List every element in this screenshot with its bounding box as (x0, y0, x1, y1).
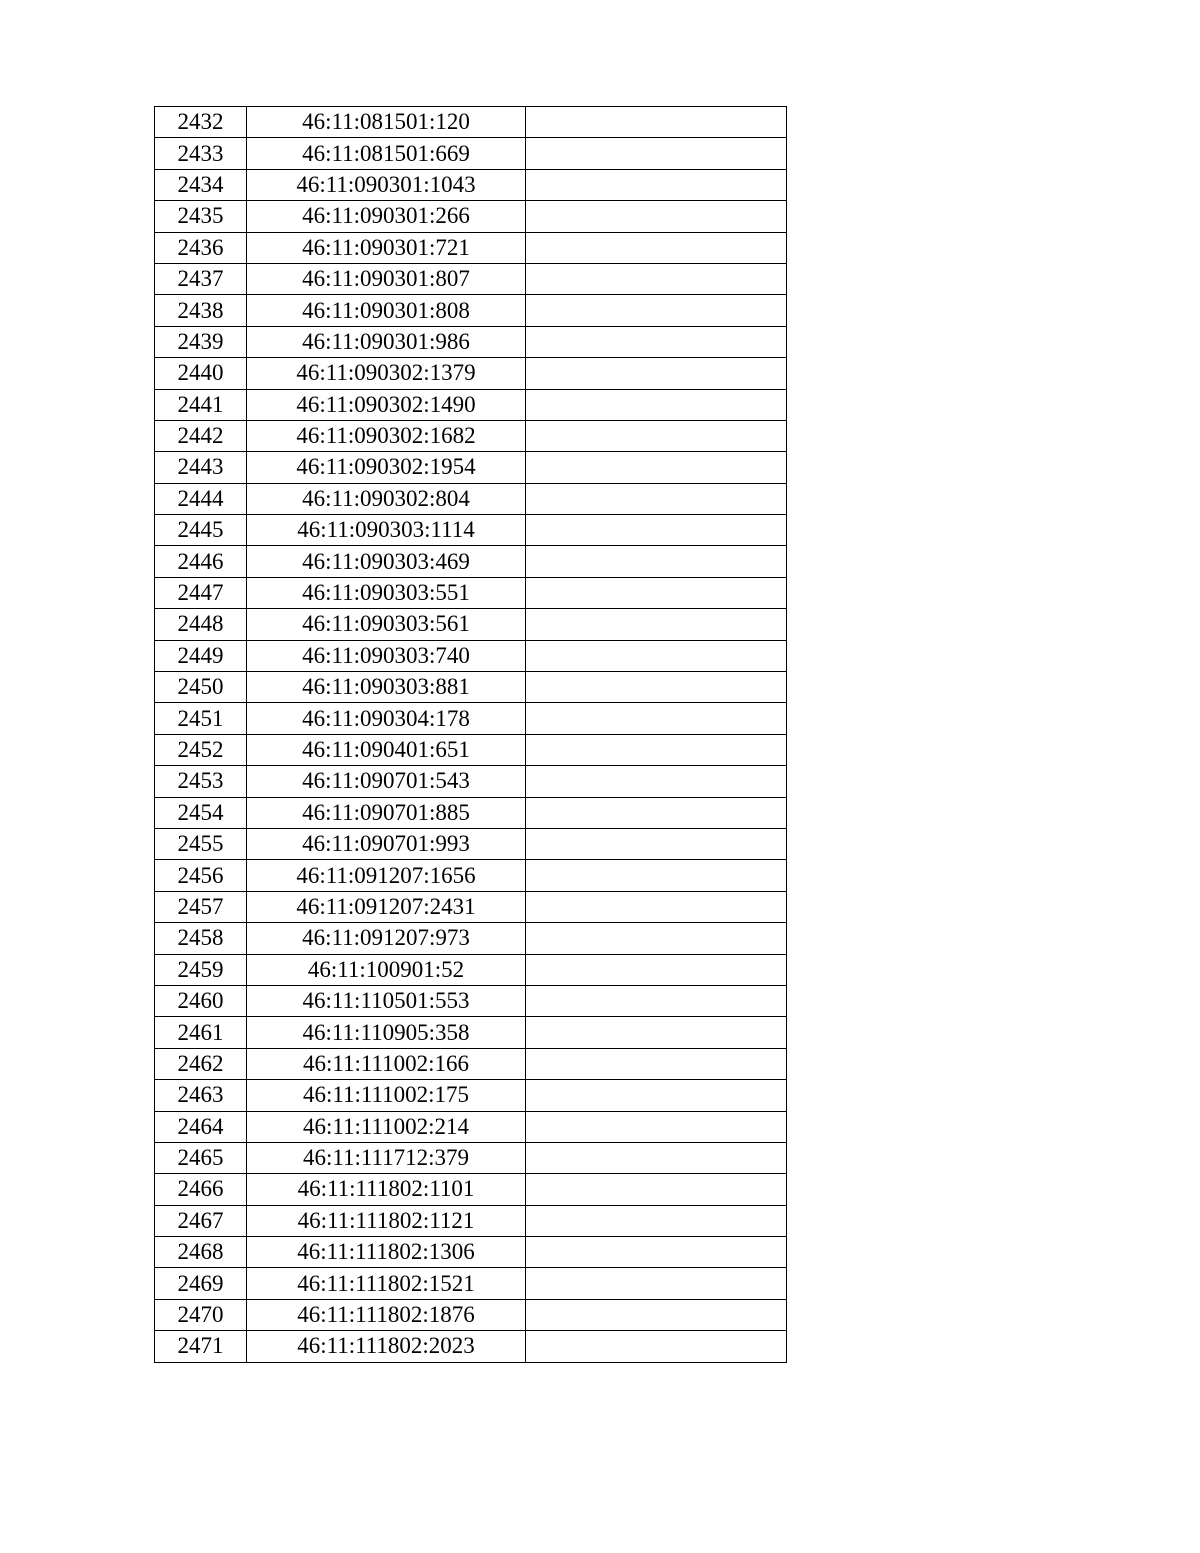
cadastral-number-cell: 46:11:111712:379 (247, 1142, 526, 1173)
cadastral-number-cell: 46:11:090301:266 (247, 201, 526, 232)
table-row (155, 358, 787, 389)
row-number-cell: 2465 (155, 1142, 247, 1173)
empty-cell (526, 389, 787, 420)
table-row (155, 138, 787, 169)
row-number-cell: 2458 (155, 923, 247, 954)
row-number-cell: 2461 (155, 1017, 247, 1048)
empty-cell (526, 860, 787, 891)
row-number-cell: 2455 (155, 828, 247, 859)
table-row (155, 766, 787, 797)
table-row (155, 1111, 787, 1142)
empty-cell (526, 954, 787, 985)
cadastral-number-cell: 46:11:090701:993 (247, 828, 526, 859)
table-row (155, 201, 787, 232)
empty-cell (526, 1331, 787, 1362)
empty-cell (526, 828, 787, 859)
empty-cell (526, 263, 787, 294)
empty-cell (526, 201, 787, 232)
table-row (155, 577, 787, 608)
empty-cell (526, 483, 787, 514)
empty-cell (526, 609, 787, 640)
table-row (155, 1048, 787, 1079)
row-number-cell: 2446 (155, 546, 247, 577)
cadastral-number-cell: 46:11:081501:669 (247, 138, 526, 169)
table-row (155, 515, 787, 546)
cadastral-number-cell: 46:11:111002:166 (247, 1048, 526, 1079)
empty-cell (526, 515, 787, 546)
cadastral-number-cell: 46:11:090301:721 (247, 232, 526, 263)
table-row (155, 891, 787, 922)
cadastral-number-cell: 46:11:110905:358 (247, 1017, 526, 1048)
row-number-cell: 2439 (155, 326, 247, 357)
empty-cell (526, 1237, 787, 1268)
table-row (155, 420, 787, 451)
table-row (155, 797, 787, 828)
cadastral-number-cell: 46:11:090303:561 (247, 609, 526, 640)
empty-cell (526, 1111, 787, 1142)
empty-cell (526, 232, 787, 263)
cadastral-number-cell: 46:11:090303:881 (247, 672, 526, 703)
row-number-cell: 2433 (155, 138, 247, 169)
cadastral-number-cell: 46:11:090304:178 (247, 703, 526, 734)
cadastral-number-cell: 46:11:111802:1101 (247, 1174, 526, 1205)
row-number-cell: 2435 (155, 201, 247, 232)
table-row (155, 672, 787, 703)
table-row (155, 734, 787, 765)
cadastral-number-cell: 46:11:091207:1656 (247, 860, 526, 891)
row-number-cell: 2448 (155, 609, 247, 640)
empty-cell (526, 891, 787, 922)
table-row (155, 295, 787, 326)
empty-cell (526, 703, 787, 734)
cadastral-number-cell: 46:11:090303:740 (247, 640, 526, 671)
empty-cell (526, 295, 787, 326)
empty-cell (526, 1142, 787, 1173)
row-number-cell: 2450 (155, 672, 247, 703)
empty-cell (526, 577, 787, 608)
cadastral-table (154, 106, 787, 1363)
table-row (155, 1017, 787, 1048)
table-row (155, 985, 787, 1016)
cadastral-number-cell: 46:11:090301:986 (247, 326, 526, 357)
row-number-cell: 2444 (155, 483, 247, 514)
row-number-cell: 2451 (155, 703, 247, 734)
cadastral-number-cell: 46:11:111802:1121 (247, 1205, 526, 1236)
table-row (155, 546, 787, 577)
row-number-cell: 2437 (155, 263, 247, 294)
cadastral-number-cell: 46:11:090303:1114 (247, 515, 526, 546)
row-number-cell: 2449 (155, 640, 247, 671)
cadastral-number-cell: 46:11:090401:651 (247, 734, 526, 765)
table-row (155, 1142, 787, 1173)
cadastral-number-cell: 46:11:090302:1490 (247, 389, 526, 420)
cadastral-number-cell: 46:11:111802:1306 (247, 1237, 526, 1268)
cadastral-number-cell: 46:11:090302:804 (247, 483, 526, 514)
empty-cell (526, 1017, 787, 1048)
table-body (155, 107, 787, 1363)
row-number-cell: 2442 (155, 420, 247, 451)
cadastral-number-cell: 46:11:090301:808 (247, 295, 526, 326)
table-row (155, 954, 787, 985)
row-number-cell: 2453 (155, 766, 247, 797)
cadastral-number-cell: 46:11:090302:1682 (247, 420, 526, 451)
table-row (155, 609, 787, 640)
table-row (155, 1237, 787, 1268)
empty-cell (526, 452, 787, 483)
row-number-cell: 2440 (155, 358, 247, 389)
row-number-cell: 2470 (155, 1299, 247, 1330)
cadastral-number-cell: 46:11:111802:1876 (247, 1299, 526, 1330)
table-row (155, 923, 787, 954)
cadastral-number-cell: 46:11:090701:885 (247, 797, 526, 828)
empty-cell (526, 358, 787, 389)
table-row (155, 1205, 787, 1236)
empty-cell (526, 326, 787, 357)
cadastral-number-cell: 46:11:091207:973 (247, 923, 526, 954)
empty-cell (526, 923, 787, 954)
table-row (155, 1268, 787, 1299)
empty-cell (526, 420, 787, 451)
table-row (155, 860, 787, 891)
row-number-cell: 2443 (155, 452, 247, 483)
empty-cell (526, 138, 787, 169)
row-number-cell: 2434 (155, 169, 247, 200)
row-number-cell: 2454 (155, 797, 247, 828)
table-row (155, 703, 787, 734)
cadastral-number-cell: 46:11:111802:1521 (247, 1268, 526, 1299)
row-number-cell: 2441 (155, 389, 247, 420)
row-number-cell: 2463 (155, 1080, 247, 1111)
row-number-cell: 2452 (155, 734, 247, 765)
row-number-cell: 2436 (155, 232, 247, 263)
row-number-cell: 2445 (155, 515, 247, 546)
cadastral-number-cell: 46:11:090303:469 (247, 546, 526, 577)
empty-cell (526, 985, 787, 1016)
table-row (155, 1080, 787, 1111)
row-number-cell: 2460 (155, 985, 247, 1016)
cadastral-number-cell: 46:11:111002:214 (247, 1111, 526, 1142)
empty-cell (526, 546, 787, 577)
row-number-cell: 2462 (155, 1048, 247, 1079)
empty-cell (526, 640, 787, 671)
cadastral-number-cell: 46:11:111802:2023 (247, 1331, 526, 1362)
empty-cell (526, 1205, 787, 1236)
table-row (155, 326, 787, 357)
empty-cell (526, 766, 787, 797)
cadastral-number-cell: 46:11:090301:1043 (247, 169, 526, 200)
cadastral-number-cell: 46:11:091207:2431 (247, 891, 526, 922)
cadastral-number-cell: 46:11:081501:120 (247, 107, 526, 138)
table-row (155, 1299, 787, 1330)
row-number-cell: 2432 (155, 107, 247, 138)
row-number-cell: 2466 (155, 1174, 247, 1205)
row-number-cell: 2467 (155, 1205, 247, 1236)
empty-cell (526, 1174, 787, 1205)
row-number-cell: 2469 (155, 1268, 247, 1299)
cadastral-number-cell: 46:11:090302:1954 (247, 452, 526, 483)
cadastral-number-cell: 46:11:090303:551 (247, 577, 526, 608)
table-row (155, 389, 787, 420)
empty-cell (526, 1080, 787, 1111)
row-number-cell: 2464 (155, 1111, 247, 1142)
table-row (155, 640, 787, 671)
row-number-cell: 2438 (155, 295, 247, 326)
cadastral-number-cell: 46:11:100901:52 (247, 954, 526, 985)
empty-cell (526, 107, 787, 138)
table-row (155, 263, 787, 294)
row-number-cell: 2447 (155, 577, 247, 608)
row-number-cell: 2457 (155, 891, 247, 922)
row-number-cell: 2456 (155, 860, 247, 891)
table-row (155, 169, 787, 200)
table-row (155, 1174, 787, 1205)
cadastral-number-cell: 46:11:090301:807 (247, 263, 526, 294)
empty-cell (526, 169, 787, 200)
empty-cell (526, 797, 787, 828)
table-row (155, 1331, 787, 1362)
row-number-cell: 2468 (155, 1237, 247, 1268)
table-row (155, 483, 787, 514)
row-number-cell: 2471 (155, 1331, 247, 1362)
table-row (155, 828, 787, 859)
row-number-cell: 2459 (155, 954, 247, 985)
cadastral-number-cell: 46:11:090701:543 (247, 766, 526, 797)
empty-cell (526, 1048, 787, 1079)
table-row (155, 452, 787, 483)
table-row (155, 232, 787, 263)
empty-cell (526, 1299, 787, 1330)
empty-cell (526, 1268, 787, 1299)
cadastral-number-cell: 46:11:090302:1379 (247, 358, 526, 389)
empty-cell (526, 734, 787, 765)
empty-cell (526, 672, 787, 703)
cadastral-number-cell: 46:11:110501:553 (247, 985, 526, 1016)
cadastral-number-cell: 46:11:111002:175 (247, 1080, 526, 1111)
table-row (155, 107, 787, 138)
